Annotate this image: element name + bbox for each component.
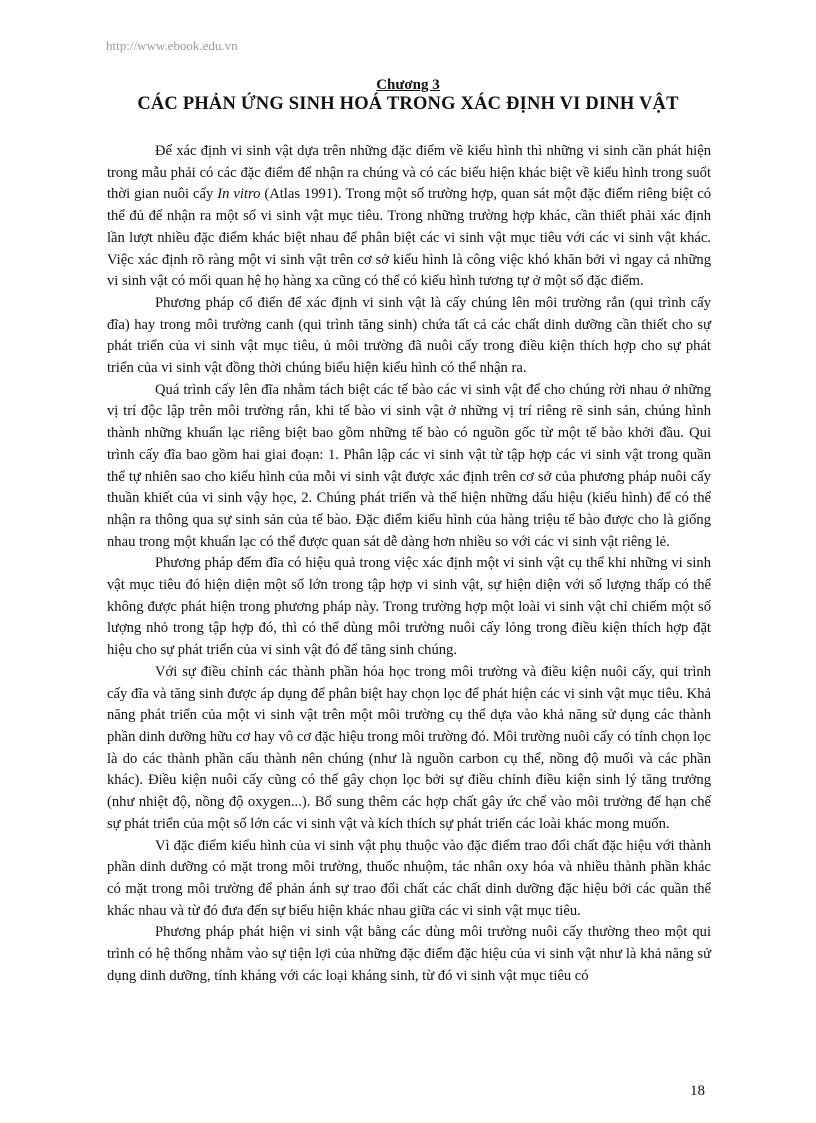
paragraph-4: Phương pháp đếm đĩa có hiệu quả trong việc xác định một vi sinh vật cụ thể khi những vi sinh vật mục tiêu đó hiện diện một số lớn trong tập hợp vi sinh vật, sự hiện diện với số lượng thấp có thể không được phát hiện trong phương pháp này. Trong trường hợp một loài vi sinh vật chỉ chiếm một số lượng nhỏ trong tập hợp đó, thì có thể dùng môi trường nuôi cấy lỏng trong điều kiện thích hợp đặt hiệu cho sự phát triển của vi sinh vật đó để tăng sinh chúng.	[107, 555, 711, 659]
source-url: http://www.ebook.edu.vn	[106, 38, 238, 53]
paragraph-3: Quá trình cấy lên đĩa nhằm tách biệt các tế bào các vi sinh vật để cho chúng rời nhau ở những vị trí độc lập trên môi trường rắn, khi tế bào vi sinh vật ở những vị trí riêng rẽ sinh sản, chúng hình thành những khuẩn lạc riêng biệt bao gồm những tế bào có nguồn gốc từ một tế bào khởi đầu. Qui trình cấy đĩa bao gồm hai giai đoạn: 1. Phân lập các vi sinh vật từ tập hợp các vi sinh vật trong quần thể tự nhiên sao cho kiểu hình của mỗi vi sinh vật được xác định trên cơ sở của phương pháp nuôi cấy thuần khiết của vi sinh vậy học, 2. Chúng phát triển và thể hiện những dấu hiệu (kiểu hình) để có thể nhận ra thông qua sự sinh sản của tế bào. Đặc điểm kiểu hình của hàng triệu tế bào được cho là giống nhau trong một khuẩn lạc có thể được quan sát dễ dàng hơn nhiều so với các vi sinh vật riêng lẻ.	[107, 381, 711, 550]
chapter-label: Chương 3	[376, 77, 440, 93]
paragraph-1-text-start: Để xác định vi sinh vật dựa trên những đặc điểm về kiểu hình thì những vi sinh cần phát hiện trong mẫu phải có các đặc điểm để nhận ra chúng và có các biểu hiện khác biệt về kiểu hình trong suốt thời gian nuôi cấy	[107, 143, 711, 203]
page-number: 18	[690, 1083, 705, 1099]
paragraph-7: Phương pháp phát hiện vi sinh vật bằng các dùng môi trường nuôi cấy thường theo một qui trình có hệ thống nhằm vào sự tiện lợi của những đặc điểm đặc hiệu của vi sinh vật như là khả năng sử dụng dinh dưỡng, tính kháng với các loại kháng sinh, từ đó vi sinh vật mục tiêu có	[107, 924, 711, 984]
paragraph-2: Phương pháp cổ điển để xác định vi sinh vật là cấy chúng lên môi trường rắn (qui trình cấy đĩa) hay trong môi trường canh (qui trình tăng sinh) chứa tất cả các chất dinh dưỡng cần thiết cho sự phát triển của vi sinh vật mục tiêu, ủ môi trường đã nuôi cấy trong điều kiện thích hợp cho sự phát triển của vi sinh vật đồng thời chúng biểu hiện kiểu hình có thể nhận ra.	[107, 294, 711, 377]
paragraph-1-text-end: (Atlas 1991). Trong một số trường hợp, quan sát một đặc điểm riêng biệt có thể đủ để nhận ra một số vi sinh vật mục tiêu. Trong những trường hợp khác, cần thiết phải xác định lần lượt nhiều đặc điểm khác biệt nhau để phân biệt các vi sinh vật mục tiêu với các vi sinh vật khác. Việc xác định rõ ràng một vi sinh vật trên cơ sở kiểu hình là công việc khó khăn bởi vì ngay cả những vi sinh vật có mối quan hệ họ hàng xa cũng có thể có kiểu hình tương tự ở một số đặc điểm.	[107, 186, 712, 290]
chapter-title: CÁC PHẢN ỨNG SINH HOÁ TRONG XÁC ĐỊNH VI DINH VẬT	[137, 94, 679, 114]
body-text	[107, 141, 711, 987]
paragraph-1	[107, 141, 711, 293]
paragraph-6: Vì đặc điểm kiểu hình của vi sinh vật phụ thuộc vào đặc điểm trao đổi chất đặc hiệu với thành phần dinh dưỡng có mặt trong môi trường, thuốc nhuộm, tác nhân oxy hóa và nhiều thành phần khác có mặt trong môi trường để phản ánh sự trao đổi chất các chất dinh dưỡng đặc hiệu bởi các quần thể khác nhau và từ đó đưa đến sự biểu hiện khác nhau giữa các vi sinh vật mục tiêu.	[107, 837, 711, 919]
paragraph-1-italic-term: In vitro	[217, 186, 261, 203]
paragraph-5: Với sự điều chỉnh các thành phần hóa học trong môi trường và điều kiện nuôi cấy, qui trình cấy đĩa và tăng sinh được áp dụng để phân biệt hay chọn lọc để phát hiện các vi sinh vật mục tiêu. Khả năng phát triển của một vi sinh vật trên một môi trường cụ thể dựa vào khả năng sử dụng các thành phần dinh dưỡng hữu cơ hay vô cơ đặc hiệu trong môi trường đó. Môi trường nuôi cấy có tính chọn lọc là do các thành phần cấu thành nên chúng (như là nguồn carbon cụ thể, nồng độ muối và các phần khác). Điều kiện nuôi cấy cũng có thể gây chọn lọc bởi sự điều chỉnh điều kiện sinh lý tăng trưởng (như nhiệt độ, nồng độ oxygen...). Bổ sung thêm các hợp chất gây ức chế vào môi trường để hạn chế sự phát triển của một số lớn các vi sinh vật và kích thích sự phát triển các loài khác mong muốn.	[107, 663, 711, 832]
